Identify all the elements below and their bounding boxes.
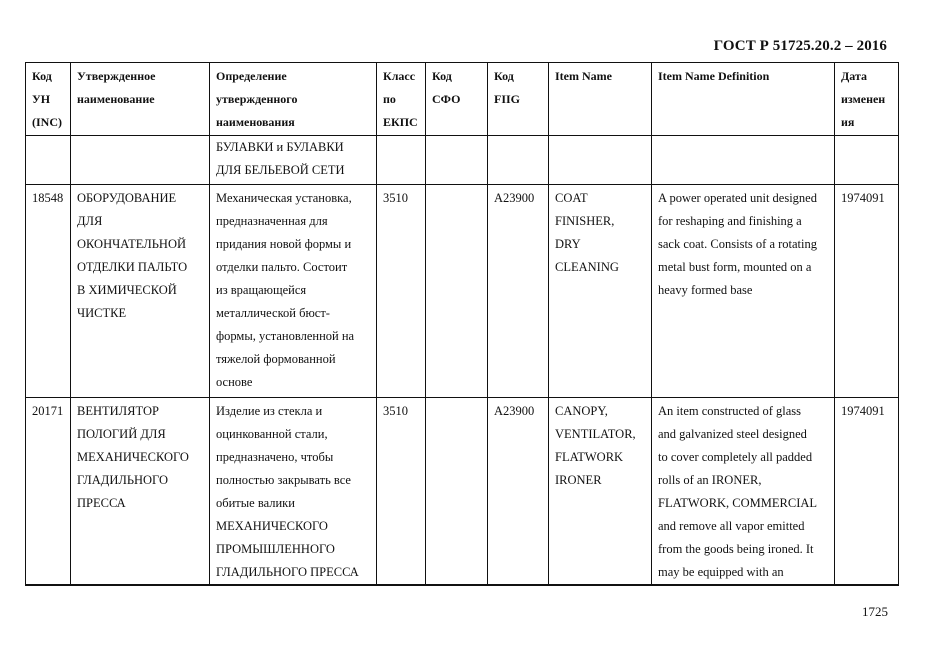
cell-date: 1974091 — [835, 398, 899, 586]
cell-item-name: COAT FINISHER, DRY CLEANING — [549, 185, 652, 398]
cell-fiig — [488, 136, 549, 185]
col-header-item-definition: Item Name Definition — [652, 63, 835, 136]
cell-class: 3510 — [377, 185, 426, 398]
cell-item-definition: An item constructed of glass and galvanized steel designed to cover completely all padded rolls of an IRONER, FLATWORK, COMMERCIAL and remove all vapor emitted from the goods being ironed. It may be equipped with an — [652, 398, 835, 586]
cell-sfo — [426, 185, 488, 398]
col-header-fiig: Код FIIG — [488, 63, 549, 136]
cell-inc: 18548 — [26, 185, 71, 398]
cell-sfo — [426, 136, 488, 185]
cell-date — [835, 136, 899, 185]
cell-date: 1974091 — [835, 185, 899, 398]
cell-definition: БУЛАВКИ и БУЛАВКИ ДЛЯ БЕЛЬЕВОЙ СЕТИ — [210, 136, 377, 185]
cell-inc: 20171 — [26, 398, 71, 586]
page-number: 1725 — [862, 604, 888, 619]
col-header-approved-name: Утвержденное наименование — [71, 63, 210, 136]
cell-approved-name — [71, 136, 210, 185]
header-row — [26, 63, 899, 136]
document-title: ГОСТ Р 51725.20.2 – 2016 — [713, 38, 887, 54]
catalog-table — [25, 62, 899, 586]
cell-class: 3510 — [377, 398, 426, 586]
cell-item-name — [549, 136, 652, 185]
col-header-class: Класс по ЕКПС — [377, 63, 426, 136]
cell-definition: Изделие из стекла и оцинкованной стали, предназначено, чтобы полностью закрывать все обитые валики МЕХАНИЧЕСКОГО ПРОМЫШЛЕННОГО ГЛАДИЛЬНОГО ПРЕССА — [210, 398, 377, 586]
cell-fiig: A23900 — [488, 185, 549, 398]
cell-item-name: CANOPY, VENTILATOR, FLATWORK IRONER — [549, 398, 652, 586]
cell-approved-name: ОБОРУДОВАНИЕ ДЛЯ ОКОНЧАТЕЛЬНОЙ ОТДЕЛКИ ПАЛЬТО В ХИМИЧЕСКОЙ ЧИСТКЕ — [71, 185, 210, 398]
cell-fiig: A23900 — [488, 398, 549, 586]
table-row — [26, 136, 899, 185]
cell-approved-name: ВЕНТИЛЯТОР ПОЛОГИЙ ДЛЯ МЕХАНИЧЕСКОГО ГЛАДИЛЬНОГО ПРЕССА — [71, 398, 210, 586]
cell-sfo — [426, 398, 488, 586]
table-row — [26, 185, 899, 398]
cell-item-definition: A power operated unit designed for reshaping and finishing a sack coat. Consists of a rotating metal bust form, mounted on a heavy formed base — [652, 185, 835, 398]
cell-inc — [26, 136, 71, 185]
cell-definition: Механическая установка, предназначенная для придания новой формы и отделки пальто. Состоит из вращающейся металлической бюст- формы, установленной на тяжелой формованной основе — [210, 185, 377, 398]
col-header-sfo: Код СФО — [426, 63, 488, 136]
cell-class — [377, 136, 426, 185]
col-header-definition: Определение утвержденного наименования — [210, 63, 377, 136]
table-row — [26, 398, 899, 586]
cell-item-definition — [652, 136, 835, 185]
col-header-date: Дата изменен ия — [835, 63, 899, 136]
col-header-inc: Код УН (INC) — [26, 63, 71, 136]
col-header-item-name: Item Name — [549, 63, 652, 136]
